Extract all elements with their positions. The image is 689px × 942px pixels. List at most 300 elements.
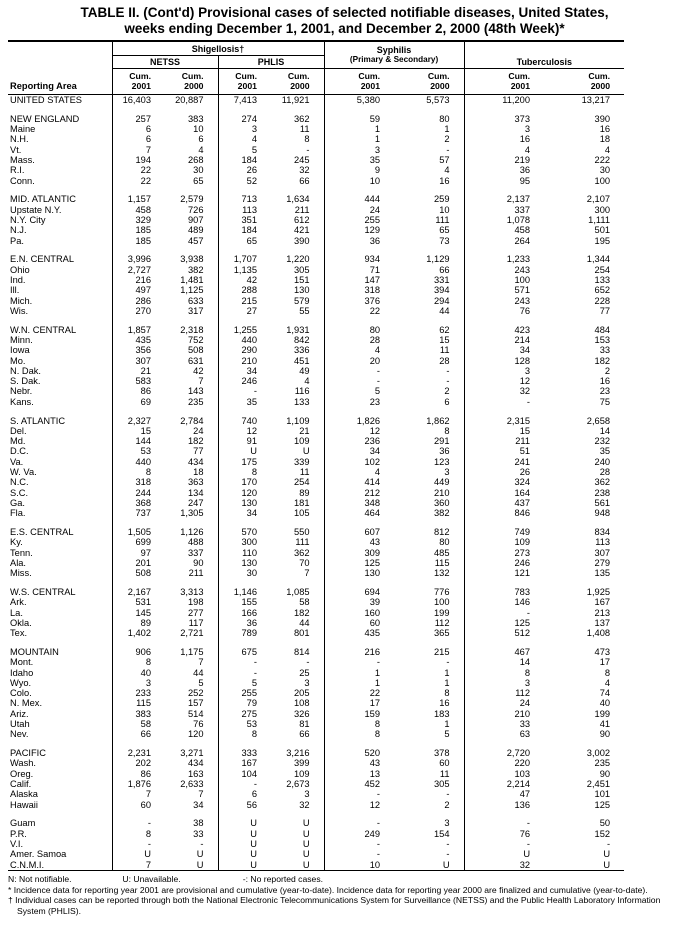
value-cell: 8 <box>604 667 611 678</box>
value-cell: 112 <box>434 617 450 628</box>
row-md <box>8 436 624 446</box>
row-ariz <box>8 709 624 719</box>
value-cell: 35 <box>599 446 611 457</box>
value-cell: 43 <box>324 537 394 547</box>
reporting-area-cell: Kans. <box>10 396 34 407</box>
value-cell: 3 <box>304 789 310 800</box>
value-cell: 65 <box>218 236 271 246</box>
legend-unavailable: U: Unavailable. <box>122 873 181 884</box>
value-cell: 464 <box>324 508 394 518</box>
value-cell: 2,137 <box>464 194 544 204</box>
value-cell: 8 <box>112 829 165 839</box>
reporting-area-cell: R.I. <box>10 165 25 176</box>
value-cell: 66 <box>299 729 310 740</box>
value-cell: 76 <box>464 306 544 316</box>
reporting-area-cell: UNITED STATES <box>10 95 82 105</box>
value-cell: 277 <box>187 607 204 618</box>
value-cell: 1,925 <box>586 586 611 597</box>
reporting-area-cell: Ga. <box>10 497 25 508</box>
value-cell: 376 <box>324 296 394 306</box>
value-cell: 33 <box>464 719 544 729</box>
value-cell: 254 <box>294 477 310 488</box>
value-cell: 713 <box>218 194 271 204</box>
value-cell: 294 <box>434 295 450 306</box>
value-cell <box>544 105 624 114</box>
value-cell <box>165 186 218 195</box>
value-cell: 3,938 <box>180 254 204 265</box>
value-cell: 145 <box>112 608 165 618</box>
value-cell: 113 <box>595 537 611 548</box>
value-cell: 63 <box>464 729 544 739</box>
spacer-row <box>8 810 624 819</box>
footnote-legend <box>8 874 680 885</box>
row-mo <box>8 356 624 366</box>
value-cell: 452 <box>324 779 394 789</box>
value-cell: 8 <box>218 729 271 739</box>
value-cell: 2 <box>444 386 450 397</box>
value-cell: 1 <box>444 677 450 688</box>
value-cell: 329 <box>112 215 165 225</box>
reporting-area-cell: Va. <box>10 456 24 467</box>
value-cell: 241 <box>464 457 544 467</box>
value-cell: 213 <box>594 607 611 618</box>
value-cell: 21 <box>299 425 310 436</box>
value-cell: 255 <box>324 215 394 225</box>
spacer-row <box>8 407 624 416</box>
value-cell: 8 <box>304 134 310 145</box>
value-cell: 737 <box>112 508 165 518</box>
value-cell: 104 <box>218 769 271 779</box>
value-cell: 12 <box>324 426 394 436</box>
value-cell: 32 <box>464 860 544 871</box>
value-cell: 7 <box>112 789 165 799</box>
value-cell <box>271 105 324 114</box>
reporting-area-cell: S. Dak. <box>10 376 41 387</box>
value-cell: 484 <box>594 324 611 335</box>
value-cell: 240 <box>594 456 611 467</box>
row-ga <box>8 498 624 508</box>
value-cell: 134 <box>187 487 204 498</box>
value-cell <box>271 638 324 647</box>
value-cell: 105 <box>294 508 310 519</box>
value-cell: U <box>218 860 271 871</box>
value-cell: 360 <box>434 497 450 508</box>
reporting-area-cell: Ark. <box>10 597 27 608</box>
value-cell: 489 <box>187 225 204 236</box>
value-cell: 7 <box>198 376 204 387</box>
value-cell: 125 <box>324 558 394 568</box>
legend-not-notifiable: N: Not notifiable. <box>8 873 72 884</box>
row-n-mex <box>8 698 624 708</box>
reporting-area-cell: Ill. <box>10 285 20 296</box>
value-cell <box>271 407 324 416</box>
col-header-cum-4: Cum. 2001 <box>324 69 394 95</box>
value-cell: 103 <box>464 769 544 779</box>
value-cell <box>324 407 394 416</box>
value-cell: 167 <box>218 758 271 768</box>
value-cell <box>464 740 544 749</box>
value-cell: 2,231 <box>112 748 165 758</box>
value-cell: 58 <box>112 719 165 729</box>
reporting-area-cell: N.C. <box>10 477 29 488</box>
value-cell: 65 <box>439 225 450 236</box>
value-cell: 53 <box>218 719 271 729</box>
value-cell: 252 <box>187 688 204 699</box>
value-cell <box>544 638 624 647</box>
value-cell: U <box>302 849 310 860</box>
value-cell: 337 <box>464 205 544 215</box>
value-cell: 249 <box>324 829 394 839</box>
spacer-row <box>8 518 624 527</box>
value-cell: 458 <box>112 205 165 215</box>
value-cell: 451 <box>294 355 310 366</box>
value-cell <box>324 105 394 114</box>
value-cell <box>544 407 624 416</box>
value-cell: 948 <box>594 508 611 519</box>
row-utah <box>8 719 624 729</box>
value-cell <box>112 246 165 255</box>
value-cell: 378 <box>434 748 450 759</box>
reporting-area-cell: Ohio <box>10 264 30 275</box>
value-cell: 1,408 <box>586 628 611 639</box>
row-e-s-central <box>8 527 624 537</box>
value-cell: 3 <box>304 677 310 688</box>
value-cell <box>165 316 218 325</box>
value-cell: 12 <box>218 426 271 436</box>
col-header-cum-6: Cum. 2001 <box>464 69 544 95</box>
value-cell: 435 <box>324 628 394 638</box>
value-cell: 365 <box>434 628 450 639</box>
value-cell: 10 <box>324 860 394 871</box>
value-cell: 2,633 <box>180 779 204 790</box>
footnotes <box>8 874 680 917</box>
value-cell: 307 <box>112 356 165 366</box>
reporting-area-cell: Md. <box>10 436 26 447</box>
value-cell: 7 <box>198 789 204 800</box>
value-cell: 561 <box>594 497 611 508</box>
value-cell: 675 <box>218 647 271 657</box>
row-pacific <box>8 748 624 758</box>
value-cell: 383 <box>187 113 204 124</box>
value-cell: 236 <box>324 436 394 446</box>
value-cell: 2 <box>444 799 450 810</box>
value-cell: 71 <box>324 265 394 275</box>
value-cell: 571 <box>464 285 544 295</box>
value-cell: 10 <box>324 176 394 186</box>
value-cell: 1,826 <box>324 416 394 426</box>
reporting-area-cell: S.C. <box>10 487 29 498</box>
reporting-area-cell: P.R. <box>10 828 27 839</box>
value-cell: 14 <box>599 425 611 436</box>
value-cell: - <box>306 144 310 155</box>
value-cell: 116 <box>294 386 310 397</box>
value-cell: 41 <box>599 719 611 730</box>
value-cell: 2,451 <box>586 779 611 790</box>
value-cell: 11 <box>439 768 450 779</box>
value-cell: 49 <box>299 365 310 376</box>
value-cell <box>394 638 464 647</box>
value-cell: U <box>196 859 204 870</box>
value-cell: 151 <box>294 274 310 285</box>
value-cell: 305 <box>434 779 450 790</box>
reporting-area-cell: Wyo. <box>10 677 32 688</box>
value-cell: 182 <box>594 355 611 366</box>
value-cell: 17 <box>599 657 611 668</box>
value-cell: 1,707 <box>218 254 271 264</box>
row-vt <box>8 145 624 155</box>
value-cell: 8 <box>112 467 165 477</box>
value-cell: 153 <box>594 334 611 345</box>
value-cell: 34 <box>218 366 271 376</box>
value-cell: 1,109 <box>286 415 310 426</box>
value-cell: 11,921 <box>281 95 310 105</box>
value-cell: 8 <box>444 425 450 436</box>
row-wyo <box>8 678 624 688</box>
value-cell: 20 <box>324 356 394 366</box>
value-cell <box>218 810 271 819</box>
col-header-cum-7: Cum. 2000 <box>544 69 624 95</box>
value-cell: 130 <box>218 498 271 508</box>
value-cell: 210 <box>434 487 450 498</box>
value-cell: 270 <box>112 306 165 316</box>
reporting-area-cell: Ariz. <box>10 708 29 719</box>
value-cell <box>112 407 165 416</box>
value-cell: 25 <box>299 667 310 678</box>
row-kans <box>8 397 624 407</box>
reporting-area-cell: E.S. CENTRAL <box>10 526 74 537</box>
value-cell: 24 <box>464 698 544 708</box>
value-cell: 51 <box>464 446 544 456</box>
value-cell: 5 <box>444 729 450 740</box>
value-cell: U <box>603 859 611 870</box>
reporting-area-cell: Mo. <box>10 355 26 366</box>
value-cell: 137 <box>594 617 611 628</box>
reporting-area-cell: Ky. <box>10 537 23 548</box>
value-cell: 434 <box>187 456 204 467</box>
value-cell: - <box>218 779 271 789</box>
value-cell <box>218 186 271 195</box>
value-cell: 1,634 <box>286 194 310 205</box>
value-cell: 740 <box>218 416 271 426</box>
value-cell: 336 <box>294 345 310 356</box>
row-nev <box>8 729 624 739</box>
value-cell: 255 <box>218 688 271 698</box>
value-cell: 79 <box>218 698 271 708</box>
value-cell: 6 <box>112 124 165 134</box>
value-cell: 112 <box>464 688 544 698</box>
value-cell: 33 <box>599 345 611 356</box>
reporting-area-cell <box>8 638 112 647</box>
value-cell: U <box>464 849 544 859</box>
value-cell: 181 <box>294 497 310 508</box>
value-cell: 512 <box>464 628 544 638</box>
value-cell: 100 <box>464 275 544 285</box>
value-cell: - <box>464 818 544 828</box>
value-cell <box>112 638 165 647</box>
reporting-area-cell: Calif. <box>10 779 32 790</box>
value-cell <box>218 518 271 527</box>
value-cell: 1,126 <box>180 526 204 537</box>
value-cell <box>324 316 394 325</box>
value-cell: 235 <box>594 758 611 769</box>
row-mich <box>8 296 624 306</box>
row-guam <box>8 818 624 828</box>
value-cell: 1,876 <box>112 779 165 789</box>
value-cell: U <box>218 829 271 839</box>
value-cell: 2,315 <box>464 416 544 426</box>
value-cell: 8 <box>112 657 165 667</box>
value-cell: 214 <box>464 335 544 345</box>
value-cell: 1,135 <box>218 265 271 275</box>
value-cell: 211 <box>464 436 544 446</box>
value-cell: 2,727 <box>112 265 165 275</box>
value-cell: 305 <box>294 264 310 275</box>
value-cell: 15 <box>112 426 165 436</box>
value-cell: 194 <box>112 155 165 165</box>
value-cell: 520 <box>324 748 394 758</box>
value-cell: 90 <box>599 729 611 740</box>
value-cell: 363 <box>187 477 204 488</box>
value-cell: 28 <box>599 467 611 477</box>
value-cell: 246 <box>218 376 271 386</box>
value-cell: 1 <box>324 668 394 678</box>
reporting-area-cell <box>8 316 112 325</box>
reporting-area-cell: Mich. <box>10 295 33 306</box>
value-cell: 220 <box>464 758 544 768</box>
row-mid-atlantic <box>8 194 624 204</box>
value-cell: 80 <box>324 325 394 335</box>
value-cell: 2,720 <box>464 748 544 758</box>
reporting-area-cell: E.N. CENTRAL <box>10 254 75 265</box>
value-cell <box>271 740 324 749</box>
value-cell: 16 <box>464 134 544 144</box>
value-cell: 247 <box>187 497 204 508</box>
value-cell: - <box>218 386 271 396</box>
value-cell: 5,573 <box>426 95 450 105</box>
value-cell <box>165 810 218 819</box>
value-cell: 318 <box>112 477 165 487</box>
value-cell: 228 <box>594 295 611 306</box>
value-cell: 102 <box>324 457 394 467</box>
value-cell: 3 <box>444 818 450 829</box>
value-cell: 3,996 <box>112 254 165 264</box>
value-cell: 274 <box>218 114 271 124</box>
value-cell: 100 <box>594 175 611 186</box>
reporting-area-cell: Maine <box>10 124 36 135</box>
value-cell: 125 <box>464 618 544 628</box>
reporting-area-cell: Utah <box>10 719 30 730</box>
value-cell: 1,078 <box>464 215 544 225</box>
value-cell: 3 <box>444 467 450 477</box>
value-cell <box>218 316 271 325</box>
row-w-n-central <box>8 325 624 335</box>
row-n-c <box>8 477 624 487</box>
notifiable-diseases-table <box>8 40 624 871</box>
value-cell <box>271 518 324 527</box>
value-cell: U <box>218 839 271 849</box>
value-cell <box>112 518 165 527</box>
reporting-area-cell: W.S. CENTRAL <box>10 586 76 597</box>
value-cell: 233 <box>112 688 165 698</box>
value-cell: 444 <box>324 194 394 204</box>
row-upstate-n-y <box>8 205 624 215</box>
value-cell <box>394 316 464 325</box>
reporting-area-cell: Iowa <box>10 345 30 356</box>
value-cell: 382 <box>434 508 450 519</box>
value-cell: 6 <box>218 789 271 799</box>
reporting-area-cell: Mass. <box>10 154 35 165</box>
row-n-y-city <box>8 215 624 225</box>
value-cell <box>165 638 218 647</box>
value-cell: 437 <box>464 498 544 508</box>
value-cell: 55 <box>299 305 310 316</box>
value-cell: 154 <box>434 828 450 839</box>
row-d-c <box>8 446 624 456</box>
value-cell <box>394 810 464 819</box>
row-ill <box>8 285 624 295</box>
reporting-area-header: Reporting Area <box>8 41 112 95</box>
value-cell: 7 <box>112 145 165 155</box>
value-cell: - <box>606 839 611 849</box>
reporting-area-cell: Amer. Samoa <box>10 849 67 860</box>
row-w-va <box>8 467 624 477</box>
value-cell: 11 <box>299 124 310 135</box>
value-cell <box>218 578 271 587</box>
value-cell: 1,344 <box>586 254 611 265</box>
value-cell: 109 <box>464 537 544 547</box>
reporting-area-cell: Minn. <box>10 334 33 345</box>
value-cell: 5 <box>324 386 394 396</box>
value-cell: 91 <box>218 436 271 446</box>
value-cell: 414 <box>324 477 394 487</box>
value-cell: 286 <box>112 296 165 306</box>
value-cell: 40 <box>599 698 611 709</box>
value-cell: 4 <box>324 345 394 355</box>
value-cell: 8 <box>464 668 544 678</box>
spacer-row <box>8 316 624 325</box>
value-cell <box>218 407 271 416</box>
value-cell: 76 <box>464 829 544 839</box>
value-cell <box>464 810 544 819</box>
reporting-area-cell: N. Dak. <box>10 365 41 376</box>
value-cell: 18 <box>599 134 611 145</box>
value-cell: 1,481 <box>180 274 204 285</box>
value-cell <box>544 186 624 195</box>
value-cell <box>112 316 165 325</box>
value-cell: 109 <box>294 768 310 779</box>
syphilis-label-line1: Syphilis <box>376 44 412 55</box>
reporting-area-cell: V.I. <box>10 839 24 849</box>
value-cell: 16,403 <box>112 95 165 106</box>
value-cell: 167 <box>594 597 611 608</box>
col-group-tuberculosis: Tuberculosis <box>464 41 624 69</box>
value-cell <box>324 578 394 587</box>
value-cell: 1,175 <box>180 646 204 657</box>
reporting-area-cell: MID. ATLANTIC <box>10 194 76 205</box>
row-n-j <box>8 225 624 235</box>
value-cell: 508 <box>187 345 204 356</box>
value-cell: 44 <box>193 667 204 678</box>
value-cell: 5 <box>218 678 271 688</box>
value-cell <box>324 740 394 749</box>
value-cell: 1,085 <box>286 586 310 597</box>
value-cell <box>324 638 394 647</box>
value-cell <box>165 407 218 416</box>
value-cell: 111 <box>295 537 310 548</box>
value-cell: 133 <box>294 396 310 407</box>
value-cell: 368 <box>112 498 165 508</box>
reporting-area-cell: NEW ENGLAND <box>10 113 80 124</box>
